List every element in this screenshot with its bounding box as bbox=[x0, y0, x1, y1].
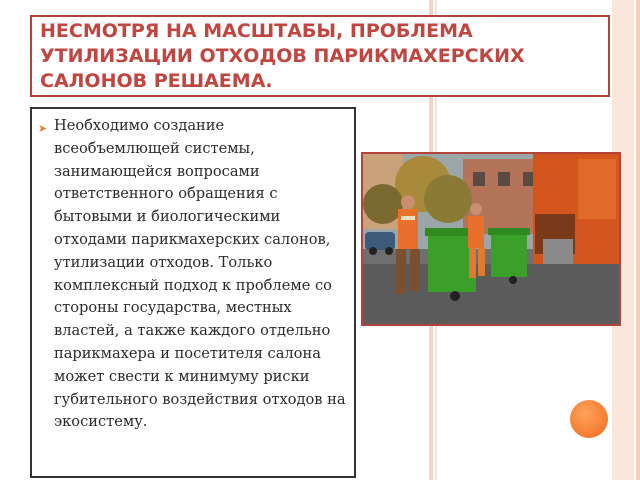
orange-circle-decoration bbox=[570, 400, 608, 438]
body-text: Необходимо создание всеобъемлющей системы, занимающейся вопросами ответственного обращения с бытовыми и биологическими отходами парикмахерских салонов, утилизации отходов. Только комплексный подход к проблеме со стороны государства, местных властей, а также каждого отдельно парикмахера и посетителя салона может свести к минимуму риски губительного воздействия отходов на экосистему. bbox=[54, 117, 346, 431]
decor-stripe bbox=[636, 0, 640, 480]
content-box bbox=[30, 107, 356, 478]
garbage-collectors-photo bbox=[361, 152, 621, 326]
arrow-bullet-icon: ➤ bbox=[38, 122, 48, 135]
slide-title: НЕСМОТРЯ НА МАСШТАБЫ, ПРОБЛЕМА УТИЛИЗАЦИИ ОТХОДОВ ПАРИКМАХЕРСКИХ САЛОНОВ РЕШАЕМА. bbox=[40, 20, 525, 92]
title-box bbox=[30, 15, 610, 97]
